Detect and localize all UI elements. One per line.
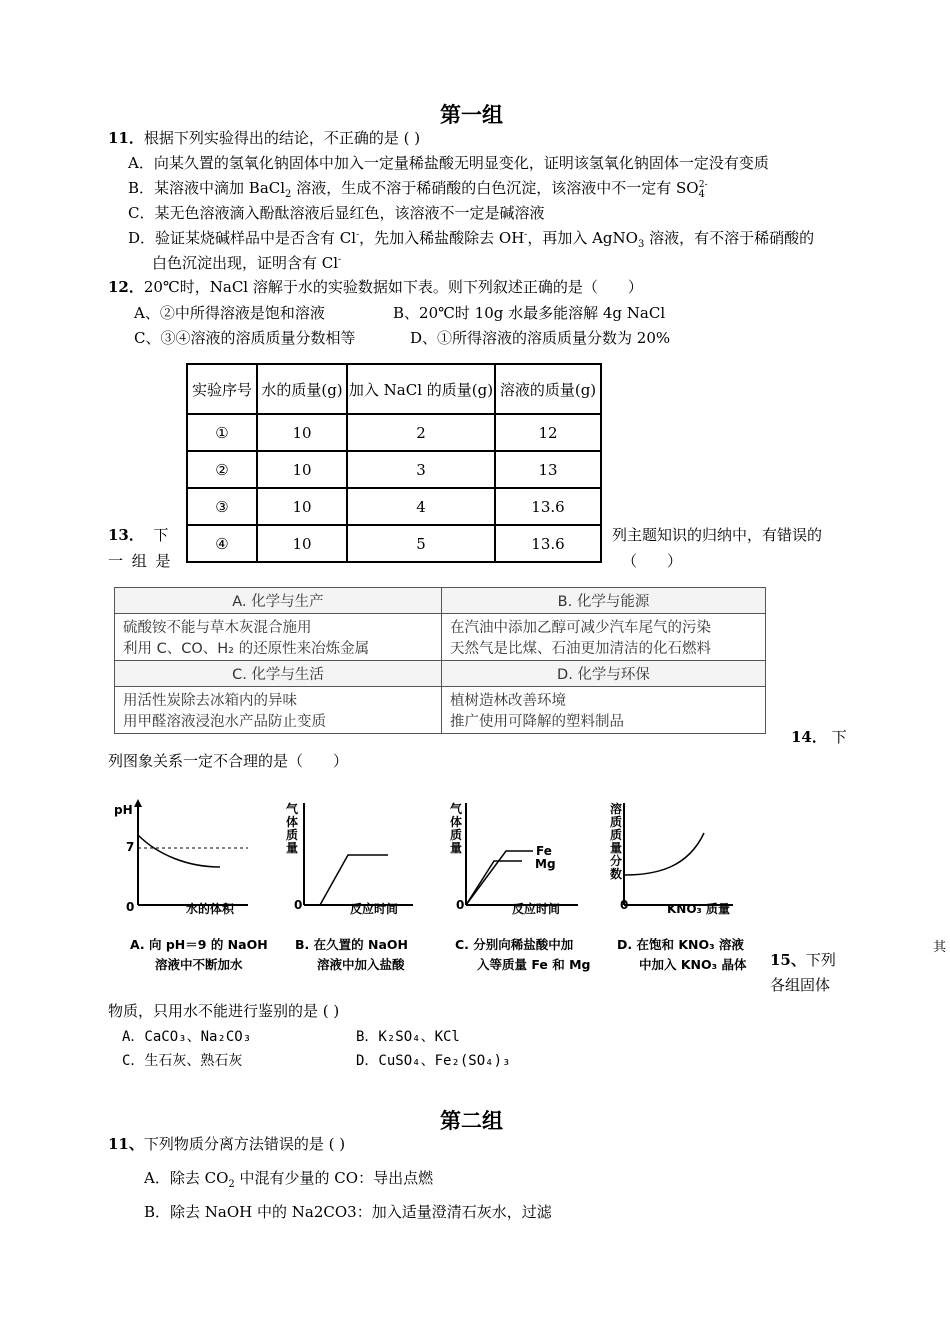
g2-q11-stem: 11、下列物质分离方法错误的是 ( ) xyxy=(108,1135,346,1153)
table-cell: 13 xyxy=(495,451,601,488)
q14-stem: 列图象关系一定不合理的是（ ） xyxy=(108,752,349,770)
q12-option-c: C、③④溶液的溶质质量分数相等 xyxy=(134,329,356,347)
table-cell: 5 xyxy=(347,525,495,562)
graph-c-zero: 0 xyxy=(456,898,465,912)
graph-b-y-label: 气体质量 xyxy=(286,802,299,855)
q11-option-d-line1: D．验证某烧碱样品中是否含有 Cl-，先加入稀盐酸除去 OH-，再加入 AgNO$_3$ 溶液，有不溶于稀硝酸的 xyxy=(128,229,815,250)
table-header: 实验序号 xyxy=(187,364,257,414)
graph-c-mg-label: Mg xyxy=(535,857,556,871)
graph-b-zero: 0 xyxy=(294,898,303,912)
q11-option-d-line2: 白色沉淀出现，证明含有 Cl- xyxy=(152,254,342,272)
graph-c-caption: C. 分别向稀盐酸中加 入等质量 Fe 和 Mg xyxy=(455,937,591,972)
q12-option-d: D、①所得溶液的溶质质量分数为 20% xyxy=(410,329,671,347)
graph-b-caption: B. 在久置的 NaOH 溶液中加入盐酸 xyxy=(295,937,408,972)
graph-c-fe-label: Fe xyxy=(536,844,552,858)
q13-left-line2: 一 组 是 xyxy=(108,552,173,570)
table-cell: ④ xyxy=(187,525,257,562)
graph-b xyxy=(304,803,413,905)
q15-side-line1: 15、下列 xyxy=(770,951,836,969)
q12-option-b: B、20℃时 10g 水最多能溶解 4g NaCl xyxy=(393,304,666,322)
q13-right-line1: 列主题知识的归纳中，有错误的 xyxy=(612,526,823,544)
graph-a-y-label: pH xyxy=(114,803,133,817)
graph-a-seven: 7 xyxy=(126,840,135,854)
graph-c xyxy=(466,803,578,905)
graph-c-y-label: 气体质量 xyxy=(450,802,463,855)
graph-d-caption: D. 在饱和 KNO₃ 溶液 中加入 KNO₃ 晶体 xyxy=(617,937,747,972)
graph-c-x-label: 反应时间 xyxy=(512,902,561,916)
q11-option-c: C．某无色溶液滴入酚酞溶液后显红色，该溶液不一定是碱溶液 xyxy=(128,204,545,222)
group2-title: 第二组 xyxy=(440,1108,503,1133)
table-row xyxy=(187,525,601,562)
graph-d-zero: 0 xyxy=(620,898,629,912)
summary-c-title: C. 化学与生活 xyxy=(115,661,442,687)
q13-summary-table xyxy=(114,587,766,734)
summary-b-body: 在汽油中添加乙醇可减少汽车尾气的污染 天然气是比煤、石油更加清洁的化石燃料 xyxy=(442,614,766,661)
q15-option-c: C．生石灰、熟石灰 xyxy=(122,1053,243,1069)
graph-a-x-label: 水的体积 xyxy=(186,902,235,916)
table-header: 水的质量(g) xyxy=(257,364,347,414)
table-cell: 10 xyxy=(257,525,347,562)
summary-d-body: 植树造林改善环境 推广使用可降解的塑料制品 xyxy=(442,687,766,734)
q11-option-a: A．向某久置的氢氧化钠固体中加入一定量稀盐酸无明显变化，证明该氢氧化钠固体一定没有变质 xyxy=(128,154,769,172)
q15-side-line2: 各组固体 xyxy=(770,976,831,994)
table-cell: 10 xyxy=(257,488,347,525)
summary-d-title: D. 化学与环保 xyxy=(442,661,766,687)
table-cell: 3 xyxy=(347,451,495,488)
q14-num: 14． 下 xyxy=(791,728,847,746)
table-header: 溶液的质量(g) xyxy=(495,364,601,414)
table-row xyxy=(187,451,601,488)
summary-a-body: 硫酸铵不能与草木灰混合施用 利用 C、CO、H₂ 的还原性来冶炼金属 xyxy=(115,614,442,661)
q15-edge-char: 其 xyxy=(933,940,947,955)
table-header: 加入 NaCl 的质量(g) xyxy=(347,364,495,414)
q11-stem: 11．根据下列实验得出的结论，不正确的是 ( ) xyxy=(108,129,421,147)
graph-a-zero: 0 xyxy=(126,900,135,914)
q15-option-a: A．CaCO₃、Na₂CO₃ xyxy=(122,1029,252,1045)
graph-d-x-label: KNO₃ 质量 xyxy=(667,902,730,916)
graph-b-x-label: 反应时间 xyxy=(350,902,399,916)
q15-stem: 物质，只用水不能进行鉴别的是 ( ) xyxy=(108,1002,340,1020)
table-row xyxy=(187,414,601,451)
graph-d xyxy=(624,803,733,905)
table-cell: 10 xyxy=(257,451,347,488)
table-cell: 4 xyxy=(347,488,495,525)
summary-a-title: A. 化学与生产 xyxy=(115,588,442,614)
table-cell: ① xyxy=(187,414,257,451)
table-header-row xyxy=(187,364,601,414)
table-row xyxy=(187,488,601,525)
g2-q11-option-b: B．除去 NaOH 中的 Na2CO3：加入适量澄清石灰水，过滤 xyxy=(144,1203,552,1221)
q12-option-a: A、②中所得溶液是饱和溶液 xyxy=(134,304,325,322)
table-cell: ③ xyxy=(187,488,257,525)
graph-d-y-label: 溶质质量分数 xyxy=(610,802,623,881)
table-cell: 12 xyxy=(495,414,601,451)
table-cell: 10 xyxy=(257,414,347,451)
group1-title: 第一组 xyxy=(440,102,503,127)
q12-data-table xyxy=(186,363,602,563)
summary-b-title: B. 化学与能源 xyxy=(442,588,766,614)
table-cell: 13.6 xyxy=(495,525,601,562)
q12-stem: 12．20℃时，NaCl 溶解于水的实验数据如下表。则下列叙述正确的是（ ） xyxy=(108,278,643,296)
q15-option-b: B．K₂SO₄、KCl xyxy=(356,1029,460,1045)
graph-a-caption: A. 向 pH＝9 的 NaOH 溶液中不断加水 xyxy=(130,937,268,972)
table-cell: 2 xyxy=(347,414,495,451)
table-cell: ② xyxy=(187,451,257,488)
q11-option-b: B．某溶液中滴加 BaCl$_2$ 溶液，生成不溶于稀硝酸的白色沉淀，该溶液中不一定有 $SO_4^{2-}$ xyxy=(128,179,708,200)
graph-a xyxy=(134,799,248,905)
table-cell: 13.6 xyxy=(495,488,601,525)
q13-left-line1: 13． 下 xyxy=(108,526,169,544)
g2-q11-option-a: A．除去 $CO_2$ 中混有少量的 CO：导出点燃 xyxy=(144,1169,434,1190)
q13-right-line2: （ ） xyxy=(622,552,683,570)
q15-option-d: D．CuSO₄、Fe₂(SO₄)₃ xyxy=(356,1053,511,1069)
summary-c-body: 用活性炭除去冰箱内的异味 用甲醛溶液浸泡水产品防止变质 xyxy=(115,687,442,734)
